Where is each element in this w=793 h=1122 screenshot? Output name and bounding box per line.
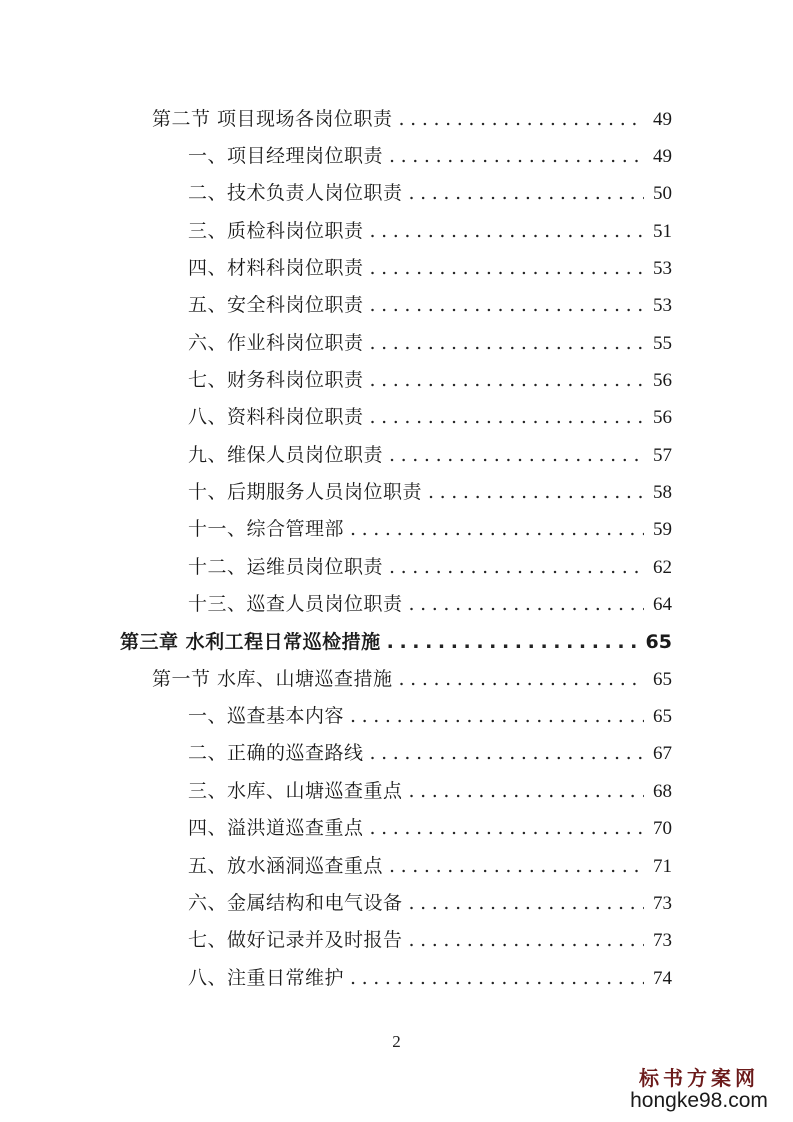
toc-dot-leader: [428, 477, 644, 507]
toc-entry-label: 三、质检科岗位职责: [188, 220, 364, 242]
toc-dot-leader: [389, 552, 644, 582]
toc-dot-leader: [370, 328, 644, 358]
toc-dot-leader: [399, 104, 644, 134]
toc-entry-page: 50: [653, 183, 672, 204]
toc-entry-page: 51: [653, 221, 672, 242]
toc-entry-page: 59: [653, 519, 672, 540]
toc-entry[interactable]: [188, 141, 672, 171]
toc-entry-page: 56: [653, 407, 672, 428]
toc-dot-leader: [350, 701, 644, 731]
toc-dot-leader: [409, 925, 644, 955]
toc-entry[interactable]: [188, 253, 672, 283]
toc-entry-page: 73: [653, 893, 672, 914]
toc-dot-leader: [409, 888, 644, 918]
toc-entry-label: 第二节 项目现场各岗位职责: [152, 108, 393, 130]
toc-entry-page: 65: [653, 669, 672, 690]
toc-entry-label: 四、材料科岗位职责: [188, 257, 364, 279]
toc-entry-label: 七、财务科岗位职责: [188, 369, 364, 391]
watermark-url: hongke98.com: [630, 1089, 768, 1112]
toc-entry[interactable]: [188, 925, 672, 955]
toc-entry-page: 74: [653, 968, 672, 989]
toc-dot-leader: [370, 216, 644, 246]
toc-dot-leader: [389, 851, 644, 881]
toc-entry[interactable]: [152, 104, 672, 134]
toc-entry-page: 56: [653, 370, 672, 391]
watermark-title: 标书方案网: [639, 1066, 759, 1090]
toc-entry[interactable]: [188, 738, 672, 768]
toc-entry-label: 五、安全科岗位职责: [188, 294, 364, 316]
toc-entry[interactable]: [188, 328, 672, 358]
toc-dot-leader: [370, 290, 644, 320]
toc-entry[interactable]: [188, 701, 672, 731]
toc-entry-page: 53: [653, 258, 672, 279]
toc-entry-label: 一、项目经理岗位职责: [188, 145, 384, 167]
toc-entry-label: 六、作业科岗位职责: [188, 332, 364, 354]
toc-entry[interactable]: [188, 440, 672, 470]
toc-entry-label: 第一节 水库、山塘巡查措施: [152, 668, 393, 690]
toc-entry-label: 三、水库、山塘巡查重点: [188, 780, 403, 802]
toc-entry-page: 58: [653, 482, 672, 503]
toc-entry[interactable]: [188, 178, 672, 208]
toc-entry-page: 49: [653, 146, 672, 167]
toc-entry[interactable]: [188, 963, 672, 993]
toc-entry-label: 八、资料科岗位职责: [188, 406, 364, 428]
toc-dot-leader: [370, 813, 644, 843]
toc-entry-label: 二、正确的巡查路线: [188, 742, 364, 764]
toc-dot-leader: [350, 514, 644, 544]
toc-entry[interactable]: [188, 365, 672, 395]
toc-dot-leader: [409, 776, 644, 806]
toc-entry[interactable]: [188, 552, 672, 582]
toc-entry[interactable]: [188, 589, 672, 619]
toc-chapter-label: 第三章 水利工程日常巡检措施: [120, 631, 381, 653]
toc-entry[interactable]: [188, 813, 672, 843]
toc-entry-page: 64: [653, 594, 672, 615]
toc-entry[interactable]: [188, 776, 672, 806]
toc-entry-label: 十、后期服务人员岗位职责: [188, 481, 423, 503]
toc-entry-label: 八、注重日常维护: [188, 967, 345, 989]
toc-entry-page: 73: [653, 930, 672, 951]
toc-dot-leader: [370, 365, 644, 395]
toc-entry-page: 57: [653, 445, 672, 466]
toc-entry[interactable]: [188, 477, 672, 507]
toc-entry-page: 68: [653, 781, 672, 802]
toc-entry-page: 65: [653, 706, 672, 727]
toc-dot-leader: [387, 627, 642, 657]
toc-entry[interactable]: [188, 290, 672, 320]
toc-entry-label: 十三、巡查人员岗位职责: [188, 593, 403, 615]
toc-dot-leader: [389, 141, 644, 171]
toc-entry[interactable]: [188, 888, 672, 918]
toc-dot-leader: [350, 963, 644, 993]
toc-entry-label: 六、金属结构和电气设备: [188, 892, 403, 914]
toc-dot-leader: [399, 664, 644, 694]
toc-entry-label: 七、做好记录并及时报告: [188, 929, 403, 951]
toc-entry-page: 53: [653, 295, 672, 316]
toc-entry[interactable]: [188, 851, 672, 881]
toc-chapter-page: 65: [645, 631, 672, 653]
toc-entry-label: 一、巡查基本内容: [188, 705, 345, 727]
toc-entry[interactable]: [152, 664, 672, 694]
toc-dot-leader: [409, 589, 644, 619]
toc-entry[interactable]: [188, 216, 672, 246]
toc-dot-leader: [409, 178, 644, 208]
toc-dot-leader: [389, 440, 644, 470]
toc-entry-page: 71: [653, 856, 672, 877]
toc-entry[interactable]: [188, 402, 672, 432]
page-number: 2: [392, 1032, 401, 1051]
toc-entry-label: 九、维保人员岗位职责: [188, 444, 384, 466]
toc-entry-label: 四、溢洪道巡查重点: [188, 817, 364, 839]
watermark-logo: [619, 1066, 779, 1112]
toc-entry-page: 62: [653, 557, 672, 578]
toc-entry-label: 十一、综合管理部: [188, 518, 345, 540]
toc-dot-leader: [370, 253, 644, 283]
toc-entry-label: 十二、运维员岗位职责: [188, 556, 384, 578]
toc-entry-page: 67: [653, 743, 672, 764]
toc-entry-page: 70: [653, 818, 672, 839]
toc-entry-label: 二、技术负责人岗位职责: [188, 182, 403, 204]
toc-entry-page: 49: [653, 109, 672, 130]
toc-entry[interactable]: [188, 514, 672, 544]
toc-dot-leader: [370, 738, 644, 768]
toc-chapter-entry[interactable]: [120, 627, 672, 657]
toc-dot-leader: [370, 402, 644, 432]
toc-entry-label: 五、放水涵洞巡查重点: [188, 855, 384, 877]
toc-entry-page: 55: [653, 333, 672, 354]
